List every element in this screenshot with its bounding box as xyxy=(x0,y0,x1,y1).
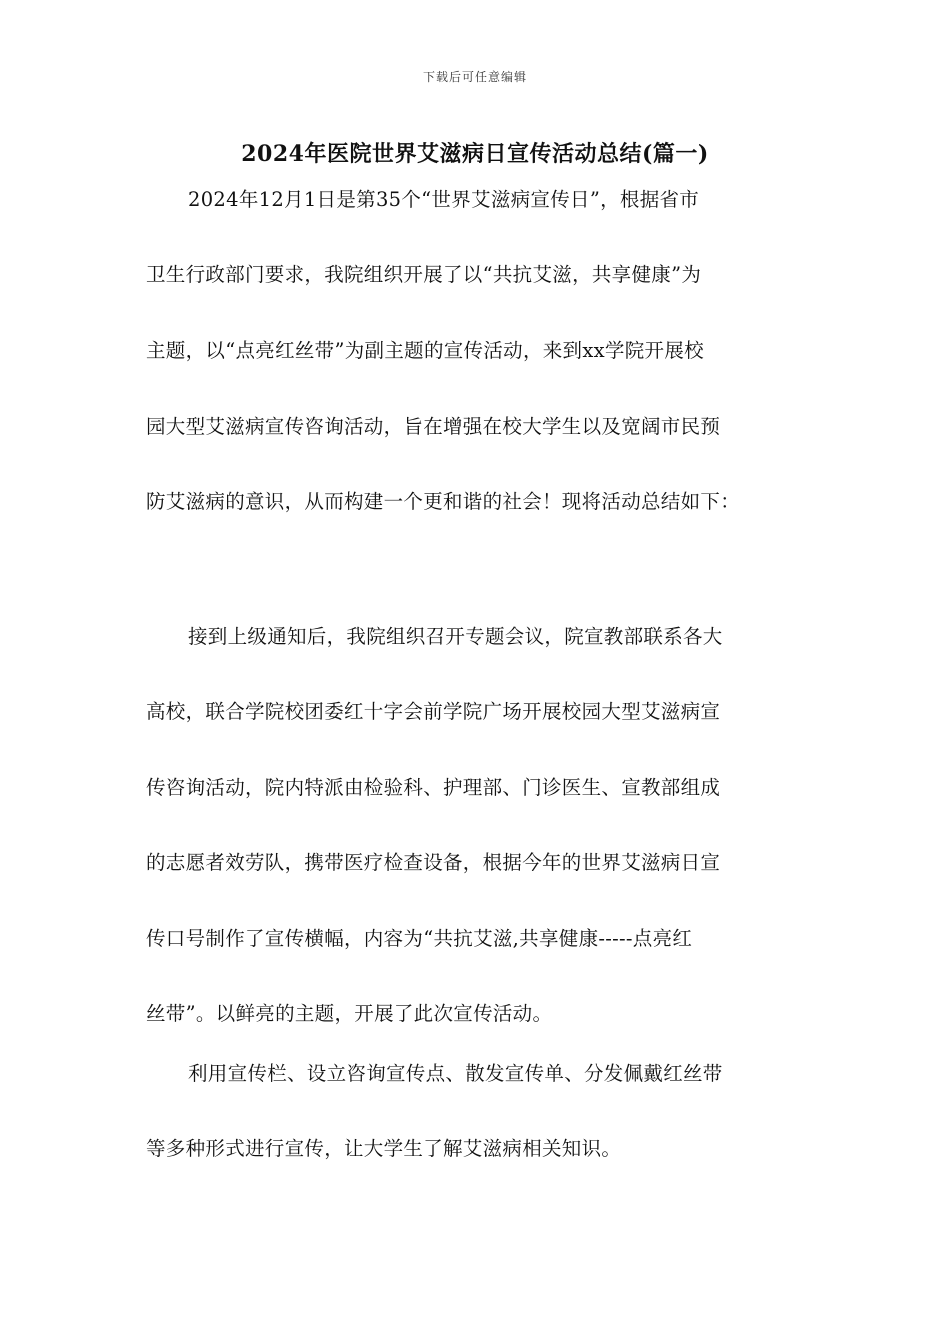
paragraph-2-line-4: 的志愿者效劳队，携带医疗检查设备，根据今年的世界艾滋病日宣 xyxy=(146,851,721,874)
header-note: 下载后可任意编辑 xyxy=(422,70,527,84)
paragraph-1-line-2: 卫生行政部门要求，我院组织开展了以“共抗艾滋，共享健康”为 xyxy=(146,263,702,286)
paragraph-1-line-3: 主题，以“点亮红丝带”为副主题的宣传活动，来到xx学院开展校 xyxy=(146,339,704,362)
paragraph-2-line-3: 传咨询活动，院内特派由检验科、护理部、门诊医生、宣教部组成 xyxy=(146,776,721,799)
document-title: 2024年医院世界艾滋病日宣传活动总结(篇一) xyxy=(241,141,709,167)
paragraph-1-line-5: 防艾滋病的意识，从而构建一个更和谐的社会！现将活动总结如下： xyxy=(146,490,741,513)
paragraph-1-line-1: 2024年12月1日是第35个“世界艾滋病宣传日”，根据省市 xyxy=(188,188,700,211)
paragraph-2-line-5: 传口号制作了宣传横幅，内容为“共抗艾滋,共享健康-----点亮红 xyxy=(146,927,693,950)
paragraph-3-line-2: 等多种形式进行宣传，让大学生了解艾滋病相关知识。 xyxy=(146,1137,622,1160)
paragraph-3-line-1: 利用宣传栏、设立咨询宣传点、散发宣传单、分发佩戴红丝带 xyxy=(188,1062,723,1085)
paragraph-2-line-1: 接到上级通知后，我院组织召开专题会议，院宣教部联系各大 xyxy=(188,625,723,648)
paragraph-2-line-6: 丝带”。以鲜亮的主题，开展了此次宣传活动。 xyxy=(146,1002,553,1025)
paragraph-1-line-4: 园大型艾滋病宣传咨询活动，旨在增强在校大学生以及宽阔市民预 xyxy=(146,415,721,438)
paragraph-2-line-2: 高校，联合学院校团委红十字会前学院广场开展校园大型艾滋病宣 xyxy=(146,700,721,723)
